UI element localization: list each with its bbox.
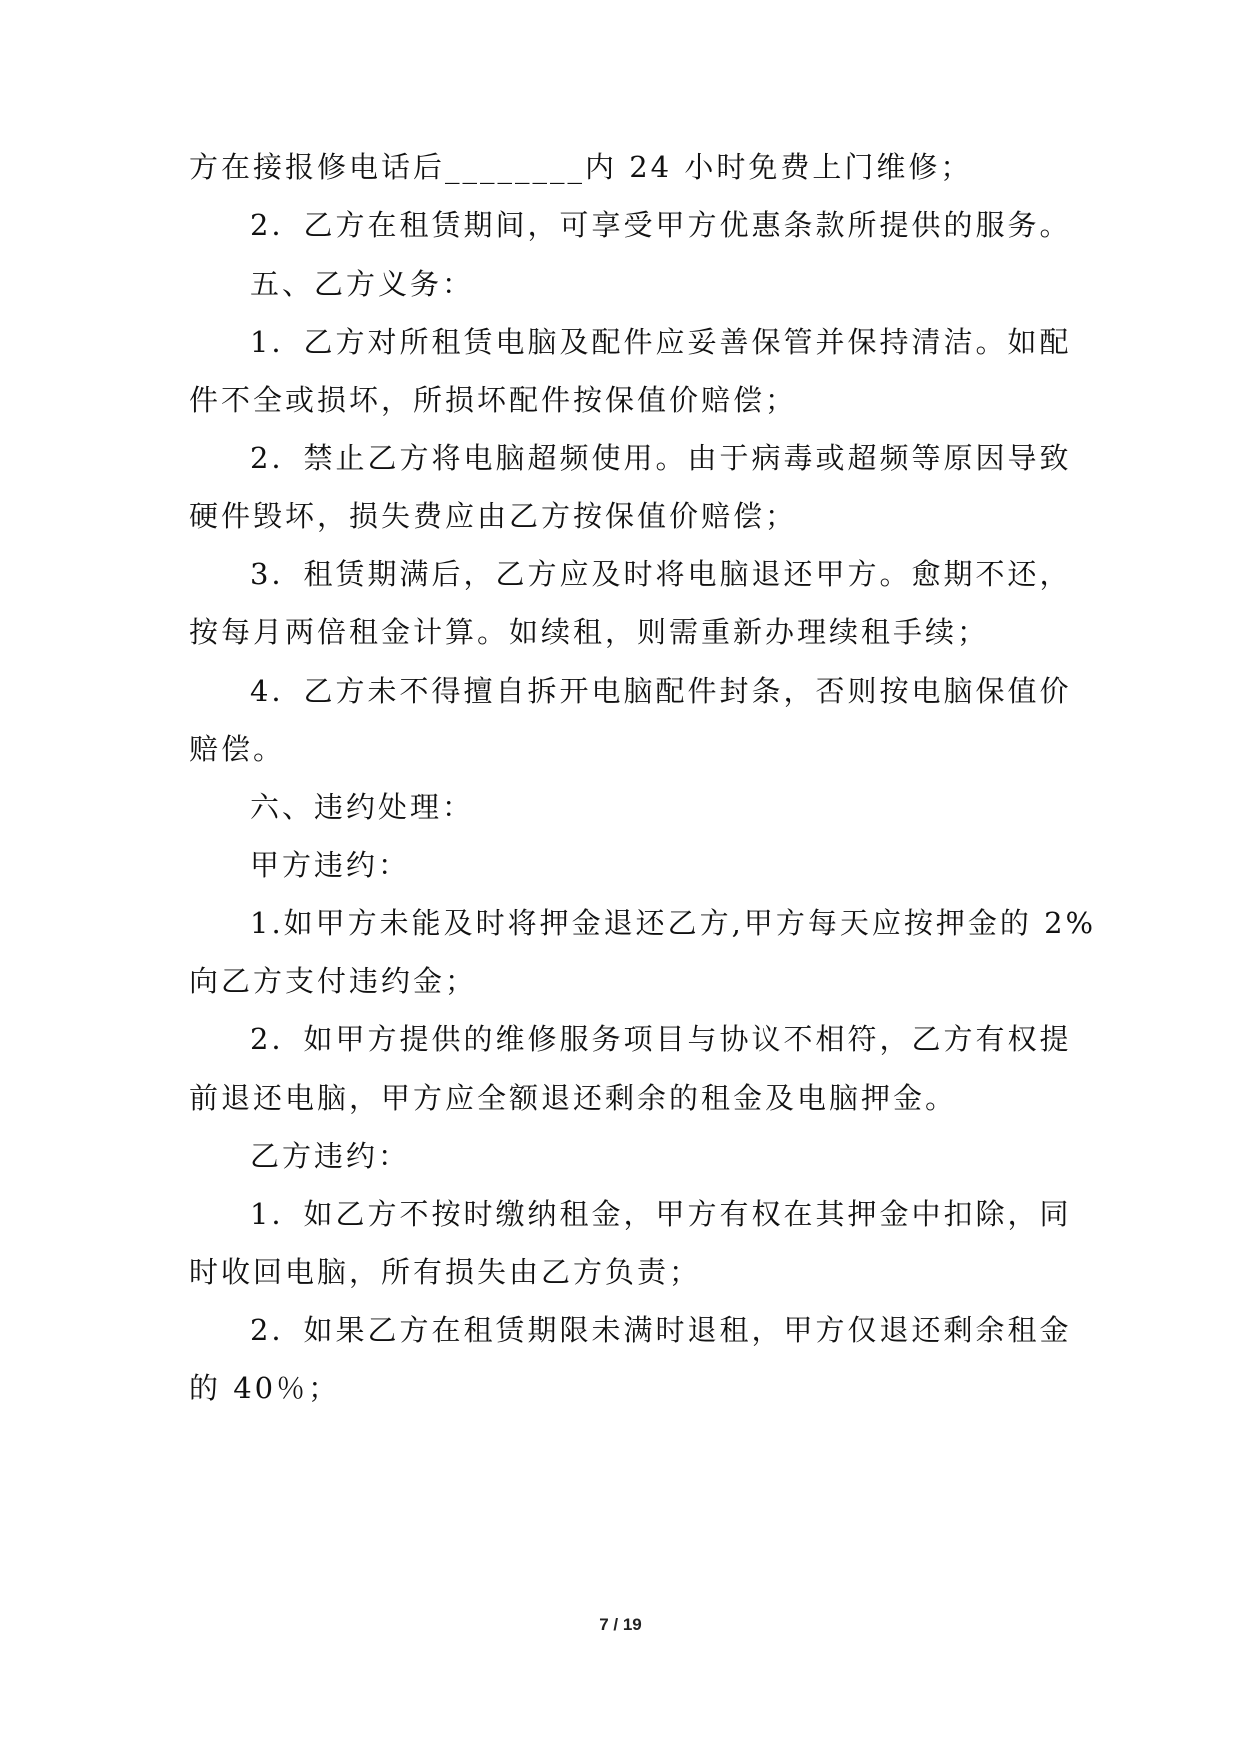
subheading-party-b: 乙方违约： [250,1139,411,1173]
section-heading-6: 六、违约处理： [250,790,475,824]
text-line-8: 3．租赁期满后，乙方应及时将电脑退还甲方。愈期不还， [250,557,1072,591]
text-line-1: 方在接报修电话后________内 24 小时免费上门维修； [189,150,973,184]
text-line-16: 2．如甲方提供的维修服务项目与协议不相符，乙方有权提 [250,1022,1072,1056]
subheading-party-a: 甲方违约： [250,848,411,882]
text-line-14: 1.如甲方未能及时将押金退还乙方,甲方每天应按押金的 2% [250,906,1097,940]
text-line-5: 件不全或损坏，所损坏配件按保值价赔偿； [189,383,798,417]
text-line-21: 2．如果乙方在租赁期限未满时退租，甲方仅退还剩余租金 [250,1313,1072,1347]
text-line-9: 按每月两倍租金计算。如续租，则需重新办理续租手续； [189,615,990,649]
page-number: 7 / 19 [599,1615,642,1634]
text-line-22: 的 40％； [189,1371,341,1405]
text-line-10: 4．乙方未不得擅自拆开电脑配件封条，否则按电脑保值价 [250,674,1072,708]
section-heading-5: 五、乙方义务： [250,267,475,301]
text-line-7: 硬件毁坏，损失费应由乙方按保值价赔偿； [189,499,798,533]
text-line-17: 前退还电脑，甲方应全额退还剩余的租金及电脑押金。 [189,1081,958,1115]
text-line-6: 2．禁止乙方将电脑超频使用。由于病毒或超频等原因导致 [250,441,1072,475]
text-line-4: 1．乙方对所租赁电脑及配件应妥善保管并保持清洁。如配 [250,325,1072,359]
text-line-15: 向乙方支付违约金； [189,964,478,998]
text-line-11: 赔偿。 [189,732,286,766]
text-line-2: 2．乙方在租赁期间，可享受甲方优惠条款所提供的服务。 [250,208,1072,242]
text-line-20: 时收回电脑，所有损失由乙方负责； [189,1255,702,1289]
text-line-19: 1．如乙方不按时缴纳租金，甲方有权在其押金中扣除，同 [250,1197,1072,1231]
